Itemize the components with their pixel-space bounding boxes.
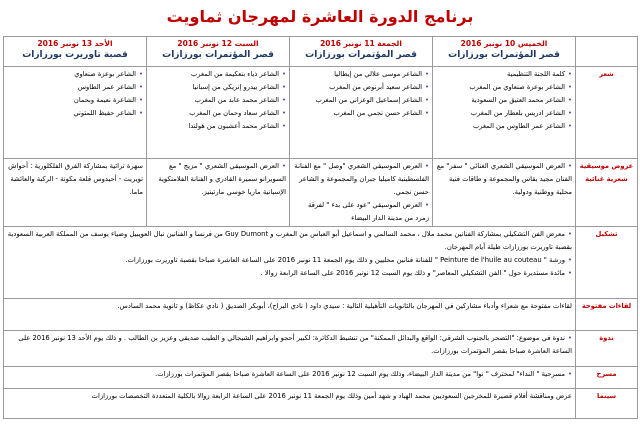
category-label: ندوة <box>576 331 638 367</box>
list-item: • الشاعر ادريس بلعطار من المغرب <box>436 107 572 120</box>
theater-content <box>4 367 576 389</box>
list-item: • الشاعر بيدرو إنريكي من إسبانيا <box>150 81 286 94</box>
event-text: • العرض الموسيقي الشعري "وصل " مع الفنانة الفلسطينية كاميليا جبران والمجموعة و الشاعر حسن نجمي. <box>293 160 429 199</box>
poetry-day-4 <box>4 67 147 159</box>
poetry-day-3 <box>147 67 290 159</box>
day-date: الخميس 10 نونبر 2016 <box>460 39 548 48</box>
category-label: تشكيل <box>576 227 638 299</box>
day-date: الأحد 13 نونبر 2016 <box>37 39 113 48</box>
theater-row <box>4 367 638 389</box>
day-date: الجمعة 11 نونبر 2016 <box>320 39 402 48</box>
list-item: • الشاعر بوعزة صنعاوي <box>7 68 143 81</box>
event-text: • العرض الموسيقي "عود على بدء " لفرقة زمرد من مدينة الدار البيضاء <box>293 199 429 225</box>
cinema-content <box>4 389 576 419</box>
event-text: سهرة تراثية بمشاركة الفرق الفلكلورية : أحواش تويريت - أحيدوس قلعة مكونة - الركبة والعائشة ماما. <box>8 162 143 196</box>
art-row <box>4 227 638 299</box>
meetings-content <box>4 299 576 331</box>
day-header-4 <box>4 37 147 67</box>
day-date: السبت 12 نونبر 2016 <box>177 39 259 48</box>
music-day-1 <box>433 159 576 227</box>
list-item: • الشاعر حسن نجمي من المغرب <box>293 107 429 120</box>
seminar-row <box>4 331 638 367</box>
list-item: • الشاعر موسى علالي من إيطاليا <box>293 68 429 81</box>
music-day-4 <box>4 159 147 227</box>
program-table <box>3 36 638 419</box>
header-row <box>4 37 638 67</box>
list-item: • الشاعر بوعزة صنعاوي من المغرب <box>436 81 572 94</box>
list-item: • الشاعر محمد أعشبون من هولندا <box>150 120 286 133</box>
category-label: مسرح <box>576 367 638 389</box>
day-header-3 <box>147 37 290 67</box>
category-label: عروض موسيقية شعرية غنائية <box>576 159 638 227</box>
list-item: • الشاعرة نعيمة وبحمان <box>7 94 143 107</box>
list-item: • الشاعر محمد عابد من المغرب <box>150 94 286 107</box>
corner-cell <box>576 37 638 67</box>
list-item: • كلمة اللجنة التنظيمية <box>436 68 572 81</box>
event-text: • ورشة " Peinture de l'huile au couteau " للفنانة فنانين محليين و ذلك يوم الجمعة 11 نونبر 2016 على الساعة العاشرة صباحا بقصبة تاوريرت بورزازات. <box>7 254 572 267</box>
list-item: • الشاعر إسماعيل الوعراني من المغرب <box>293 94 429 107</box>
poetry-row <box>4 67 638 159</box>
day-venue: قصر المؤتمرات بورزازات <box>162 50 274 60</box>
day-venue: قصر المؤتمرات بورزازات <box>305 50 417 60</box>
event-text: • معرض الفن التشكيلي بمشاركة الفنانين محمد ملال ، محمد السالمي و اسماعيل أبو العباس من المغرب و Guy Dumont من فرنسا و الفنانين نبال العويبيل وضياء يوسف من المملكة العربية السعودية بقصبة تاوريرت بورزازات طيلة أيام المهرجان. <box>7 228 572 254</box>
list-item: • الشاعر حفيظ اللمتوني <box>7 107 143 120</box>
event-text: • ندوة في موضوع: "التصحر بالجنوب الشرقي: الواقع والبدائل الممكنة" من تنشيط الدكاترة: لكبير أحجو وابراهيم الشيجالي و الطيب صديقي وعزيز بن الطالب . و ذلك يوم الأحد 13 نونبر 2016 على الساعة العاشرة صباحا بقصر المؤتمرات بورزازات. <box>7 332 572 358</box>
day-venue: قصر المؤتمرات بورزازات <box>448 50 560 60</box>
list-item: • الشاعر عمر الطاوس من المغرب <box>436 120 572 133</box>
page-title: برنامج الدورة العاشرة لمهرجان ثماويت <box>166 7 474 26</box>
event-text: • مسرحية " النداء" لمحترف " نوا" من مدينة الدار البيضاء، وذلك يوم السبت 12 نونبر 2016 على الساعة العاشرة صباحا بقصر المؤتمرات بورزازات. <box>7 368 572 381</box>
cinema-row <box>4 389 638 419</box>
poetry-day-2 <box>290 67 433 159</box>
seminar-content <box>4 331 576 367</box>
list-item: • الشاعر ذياء بنعكيمة من المغرب <box>150 68 286 81</box>
category-label: شعر <box>576 67 638 159</box>
art-content <box>4 227 576 299</box>
category-label: سينما <box>576 389 638 419</box>
list-item: • الشاعر سعيد أبرنوص من المغرب <box>293 81 429 94</box>
meetings-row <box>4 299 638 331</box>
poetry-day-1 <box>433 67 576 159</box>
music-day-3 <box>147 159 290 227</box>
event-text: • مائدة مستديرة حول " الفن التشكيلي المعاصر" و ذلك يوم السبت 12 نونبر 2016 على الساعة الرابعة زوالا . <box>7 267 572 280</box>
event-text: لقاءات مفتوحة مع شعراء وأدباء مشاركين في المهرجان بالثانويات التأهيلية التالية : سيدي داود ( نادي البراح)، أبوبكر الصديق ( نادي عكاظ) و ثانوية محمد السادس. <box>117 302 572 310</box>
event-text: • العرض الموسيقي الشعري " مزيج " مع السوبرانو سميرة القادري و الفنانة الفلامنكوية الإسبانية ماريا خوسي مارتينيز. <box>150 160 286 199</box>
day-header-1 <box>433 37 576 67</box>
music-row <box>4 159 638 227</box>
event-text: • العرض الموسيقي الشعري الغنائي " سفر" مع الفنان مجيد بقاس والمجموعة و طاقات فنية محلية ووطنية ودولية. <box>436 160 572 199</box>
list-item: • الشاعر محمد العتيق من السعودية <box>436 94 572 107</box>
day-venue: قصبة تاوريرت بورزازات <box>22 50 128 60</box>
list-item: • الشاعر عمر الطاوس <box>7 81 143 94</box>
list-item: • الشاعر سعاد وحمان من المغرب <box>150 107 286 120</box>
day-header-2 <box>290 37 433 67</box>
music-day-2 <box>290 159 433 227</box>
event-text: عرض ومناقشة أفلام قصيرة للمخرجين السعوديين محمد الهباد و شهد أمين وذلك يوم الجمعة 11 نونبر 2016 على الساعة الرابعة زوالا بالكلية المتعددة التخصصات بورزازات <box>91 392 572 400</box>
category-label: لقاءات مفتوحة <box>576 299 638 331</box>
